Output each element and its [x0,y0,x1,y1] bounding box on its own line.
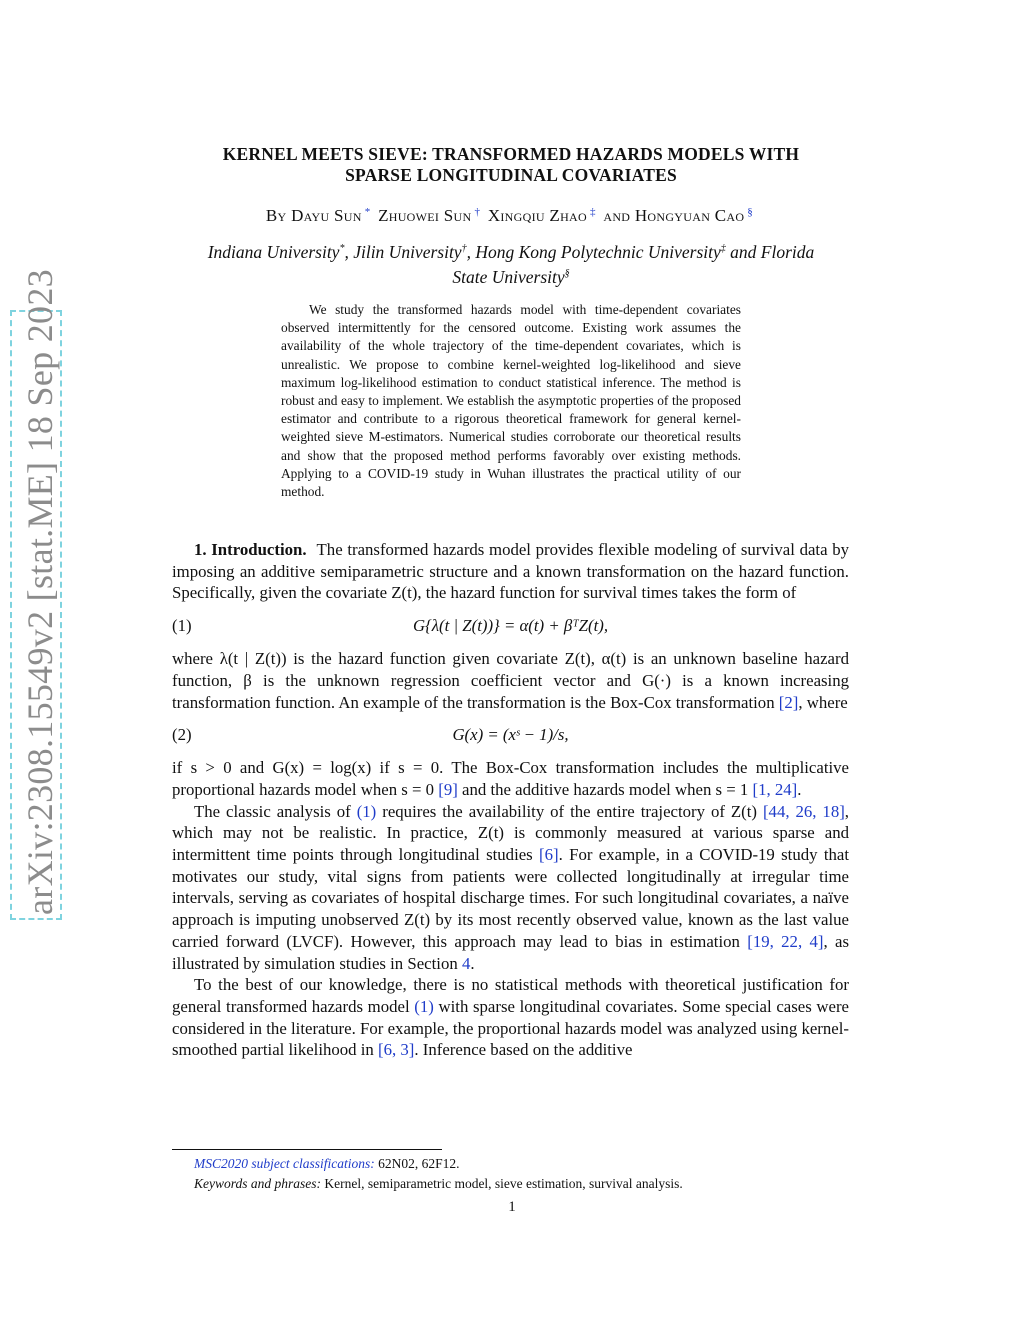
paragraph-1 [172,539,849,604]
author-and: and [603,206,631,225]
affil-1: Indiana University [207,242,340,262]
affil-4-mark: § [564,268,570,279]
paragraph-3-text-a: if s > 0 and G(x) = log(x) if s = 0. The Box-Cox transformation includes the multiplicative proportional hazards model when s = 0 [172,758,849,799]
paragraph-3-text-c: . [797,779,802,799]
author-1-mark[interactable]: * [364,206,371,218]
author-list [170,206,852,226]
paragraph-4-text-f: . [470,953,475,973]
section-heading: 1. Introduction. [194,540,307,559]
citation-link[interactable]: [44, 26, 18] [762,801,845,821]
footnote-msc [194,1154,849,1174]
author-1: Dayu Sun [291,206,362,225]
paragraph-4-text-a: The classic analysis of [194,801,351,821]
section-introduction [172,539,849,1061]
affil-3: Hong Kong Polytechnic University [475,242,721,262]
affil-4b: State University [452,267,565,287]
footnote-rule [172,1149,442,1150]
title-line-1: KERNEL MEETS SIEVE: TRANSFORMED HAZARDS MODELS WITH [222,144,800,164]
paragraph-5 [172,974,849,1061]
author-2-mark[interactable]: † [474,206,481,218]
affil-2-mark: † [461,243,467,254]
citation-link[interactable]: [19, 22, 4] [747,931,824,951]
title-line-2: SPARSE LONGITUDINAL COVARIATES [345,165,677,185]
paragraph-4-text-b: requires the availability of the entire trajectory of Z(t) [382,801,757,821]
paragraph-2-text-a: where λ(t | Z(t)) is the hazard function given covariate Z(t), α(t) is an unknown baseline hazard function, β is the unknown regression coefficient vector and G(·) is a known increasing transformation function. An example of the transformation is the Box-Cox transformation [172,649,849,712]
paragraph-4-text-c: , which may not be realistic. In practice, Z(t) is commonly measured at various sparse and intermittent time points through longitudinal studies [172,801,849,865]
author-by: By [265,206,287,225]
paragraph-2 [172,648,849,713]
section-ref-link[interactable]: 4 [461,953,471,973]
abstract: We study the transformed hazards model with time-dependent covariates observed intermittently for the censored outcome. Existing work assumes the availability of the whole trajectory of the time-dependent covariates, which is unrealistic. We propose to combine kernel-weighted log-likelihood and sieve maximum log-likelihood estimation to conduct statistical inference. The method is robust and easy to implement. We establish the asymptotic properties of the proposed estimator and contribute to a rigorous theoretical framework for general kernel-weighted sieve M-estimators. Numerical studies corroborate our theoretical results and show that the proposed method performs favorably over existing methods. Applying to a COVID-19 study in Wuhan illustrates the practical utility of our method. [281,302,741,500]
equation-2 [172,713,849,757]
author-3-mark[interactable]: ‡ [589,206,596,218]
equation-1-number: (1) [172,616,192,636]
paragraph-5-text-c: . Inference based on the additive [414,1040,633,1060]
affil-1-mark: * [339,243,345,254]
paragraph-2-text-b: , where [798,692,848,712]
citation-link[interactable]: [6] [539,845,559,865]
paper-title [170,144,852,186]
footnote-keywords [194,1174,849,1194]
affil-2: Jilin University [353,242,462,262]
author-3: Xingqiu Zhao [487,206,587,225]
paragraph-3-text-b: and the additive hazards model when s = 1 [462,779,749,799]
equation-ref-link[interactable]: (1) [414,996,434,1016]
paragraph-4-text-e: , as illustrated by simulation studies in Section [172,931,849,973]
paragraph-4 [172,801,849,975]
msc-value: 62N02, 62F12. [378,1156,460,1171]
affil-4a: and Florida [730,242,815,262]
equation-ref-link[interactable]: (1) [356,801,377,821]
citation-link[interactable]: [9] [438,779,458,799]
footnotes [194,1154,849,1194]
page-number: 1 [508,1199,516,1215]
keywords-label: Keywords and phrases: [194,1176,321,1191]
affiliations: Indiana University*, Jilin University†, Hong Kong Polytechnic University‡ and Florida State University§ [207,242,815,287]
paragraph-3 [172,757,849,800]
equation-1 [172,604,849,648]
author-2: Zhuowei Sun [378,206,472,225]
paragraph-5-text-a: To the best of our knowledge, there is no statistical methods with theoretical justification for general transformed hazards model [172,975,849,1016]
equation-1-body: G{λ(t | Z(t))} = α(t) + βᵀZ(t), [412,616,609,636]
paragraph-1-text: The transformed hazards model provides flexible modeling of survival data by imposing an additive semiparametric structure and a known transformation on the hazard function. Specifically, given the covariate Z(t), the hazard function for survival times takes the form of [172,540,849,603]
author-4: Hongyuan Cao [634,206,745,225]
equation-2-body: G(x) = (xˢ − 1)/s, [452,725,569,745]
citation-link[interactable]: [6, 3] [378,1040,415,1060]
paragraph-5-text-b: with sparse longitudinal covariates. Some special cases were considered in the literature. For example, the proportional hazards model was analyzed using kernel-smoothed partial likelihood in [172,996,849,1060]
citation-link[interactable]: [1, 24] [752,779,798,799]
equation-2-number: (2) [172,725,192,745]
affil-3-mark: ‡ [720,243,726,254]
citation-link[interactable]: [2] [778,692,799,712]
keywords-value: Kernel, semiparametric model, sieve estimation, survival analysis. [324,1176,683,1191]
author-4-mark[interactable]: § [747,206,754,218]
msc-link[interactable]: MSC2020 subject classifications: [194,1156,375,1171]
arxiv-watermark: arXiv:2308.15549v2 [stat.ME] 18 Sep 2023 [20,269,60,915]
paragraph-4-text-d: . For example, in a COVID-19 study that motivates our study, vital signs from patients were collected longitudinally at irregular time intervals, serving as covariates of hospital discharge times. For such longitudinal covariates, a naïve approach is imputing unobserved Z(t) by its most recently observed value, known as the last value carried forward (LVCF). However, this approach may lead to bias in estimation [172,845,849,951]
